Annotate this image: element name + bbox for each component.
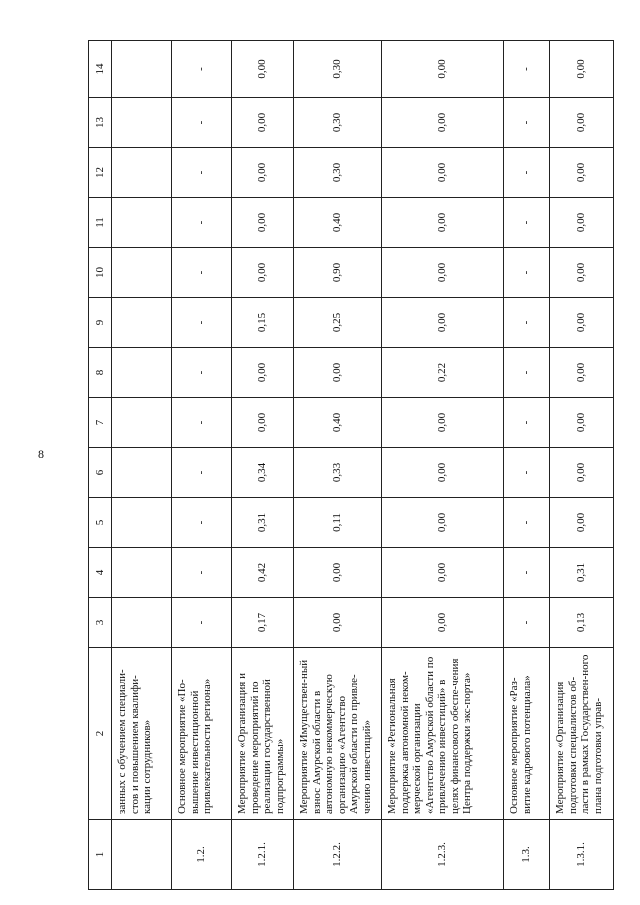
value-cell: 0,00 xyxy=(232,98,294,148)
header-cell: 10 xyxy=(89,248,112,298)
value-cell: 0,00 xyxy=(382,148,504,198)
value-cell: 0,22 xyxy=(382,348,504,398)
value-cell: - xyxy=(504,598,550,648)
value-cell: 0,00 xyxy=(550,398,614,448)
value-cell xyxy=(112,598,172,648)
value-cell xyxy=(112,248,172,298)
value-cell xyxy=(112,398,172,448)
header-cell: 5 xyxy=(89,498,112,548)
value-cell: - xyxy=(172,448,232,498)
value-cell: 0,00 xyxy=(382,298,504,348)
table-row xyxy=(294,41,382,890)
value-cell: 0,00 xyxy=(382,41,504,98)
value-cell xyxy=(112,148,172,198)
value-cell: 0,00 xyxy=(550,248,614,298)
value-cell: 0,25 xyxy=(294,298,382,348)
value-cell xyxy=(112,448,172,498)
value-cell: - xyxy=(172,498,232,548)
value-cell: 0,00 xyxy=(550,198,614,248)
value-cell: - xyxy=(172,398,232,448)
value-cell: 0,30 xyxy=(294,98,382,148)
value-cell: 0,00 xyxy=(382,248,504,298)
header-cell: 8 xyxy=(89,348,112,398)
header-cell: 9 xyxy=(89,298,112,348)
table-row xyxy=(232,41,294,890)
value-cell: 0,00 xyxy=(294,598,382,648)
value-cell: 0,00 xyxy=(550,98,614,148)
table-row xyxy=(112,41,172,890)
value-cell: 0,00 xyxy=(294,548,382,598)
value-cell: 0,31 xyxy=(550,548,614,598)
value-cell: - xyxy=(504,198,550,248)
value-cell: - xyxy=(172,298,232,348)
value-cell: - xyxy=(504,148,550,198)
value-cell: 0,00 xyxy=(550,148,614,198)
row-name: Мероприятие «Региональная поддержка автономной неком-мерческой организации «Агентство Амурской области по привлечению инвестиций» в целях финансового обеспе-чения Центра поддержки экс-порта» xyxy=(382,648,504,820)
header-cell: 4 xyxy=(89,548,112,598)
row-code: 1.2.3. xyxy=(382,820,504,890)
row-code: 1.2.2. xyxy=(294,820,382,890)
value-cell: 0,00 xyxy=(232,348,294,398)
value-cell xyxy=(112,498,172,548)
header-cell: 11 xyxy=(89,198,112,248)
value-cell: - xyxy=(172,41,232,98)
row-name: Основное мероприятие «По-вышение инвестиционной привлекательности региона» xyxy=(172,648,232,820)
value-cell: - xyxy=(172,198,232,248)
value-cell xyxy=(112,198,172,248)
row-code: 1.3. xyxy=(504,820,550,890)
value-cell: 0,00 xyxy=(382,598,504,648)
value-cell: 0,00 xyxy=(550,498,614,548)
value-cell: 0,00 xyxy=(232,148,294,198)
value-cell: - xyxy=(172,348,232,398)
value-cell xyxy=(112,98,172,148)
row-name: Мероприятие «Организация подготовки специалистов об-ласти в рамках Государствен-ного плана подготовки управ- xyxy=(550,648,614,820)
table-row xyxy=(172,41,232,890)
value-cell: - xyxy=(172,248,232,298)
value-cell: 0,00 xyxy=(382,198,504,248)
value-cell: - xyxy=(504,41,550,98)
value-cell: - xyxy=(504,448,550,498)
value-cell: 0,00 xyxy=(382,548,504,598)
header-cell: 7 xyxy=(89,398,112,448)
value-cell: - xyxy=(504,298,550,348)
value-cell: 0,00 xyxy=(550,41,614,98)
header-cell: 12 xyxy=(89,148,112,198)
value-cell: - xyxy=(172,548,232,598)
value-cell: 0,31 xyxy=(232,498,294,548)
value-cell: 0,40 xyxy=(294,398,382,448)
value-cell: 0,30 xyxy=(294,148,382,198)
value-cell: - xyxy=(172,598,232,648)
row-name: занных с обучением специали-стов и повышением квалифи-кации сотрудников» xyxy=(112,648,172,820)
value-cell: 0,34 xyxy=(232,448,294,498)
value-cell: - xyxy=(504,498,550,548)
header-cell: 14 xyxy=(89,41,112,98)
value-cell: - xyxy=(504,98,550,148)
value-cell: 0,00 xyxy=(550,448,614,498)
value-cell: 0,00 xyxy=(294,348,382,398)
value-cell: 0,13 xyxy=(550,598,614,648)
row-name: Мероприятие «Организация и проведение мероприятий по реализации государственной подпрограммы» xyxy=(232,648,294,820)
value-cell: 0,00 xyxy=(232,41,294,98)
value-cell: - xyxy=(172,148,232,198)
value-cell xyxy=(112,548,172,598)
value-cell: 0,30 xyxy=(294,41,382,98)
table-row xyxy=(504,41,550,890)
header-cell: 1 xyxy=(89,820,112,890)
rotated-table-container xyxy=(88,41,610,890)
value-cell: 0,42 xyxy=(232,548,294,598)
row-code: 1.3.1. xyxy=(550,820,614,890)
value-cell: 0,15 xyxy=(232,298,294,348)
table-row xyxy=(382,41,504,890)
value-cell xyxy=(112,348,172,398)
header-cell: 6 xyxy=(89,448,112,498)
header-row xyxy=(89,41,112,890)
value-cell: 0,33 xyxy=(294,448,382,498)
value-cell: 0,00 xyxy=(382,448,504,498)
value-cell: 0,40 xyxy=(294,198,382,248)
value-cell: 0,11 xyxy=(294,498,382,548)
data-table xyxy=(88,40,614,890)
header-cell: 3 xyxy=(89,598,112,648)
value-cell: 0,00 xyxy=(550,348,614,398)
row-name: Основное мероприятие «Раз-витие кадрового потенциала» xyxy=(504,648,550,820)
value-cell: 0,00 xyxy=(382,98,504,148)
header-cell: 2 xyxy=(89,648,112,820)
value-cell: - xyxy=(504,398,550,448)
header-cell: 13 xyxy=(89,98,112,148)
value-cell: 0,00 xyxy=(550,298,614,348)
value-cell xyxy=(112,41,172,98)
value-cell: 0,00 xyxy=(232,248,294,298)
value-cell: - xyxy=(504,348,550,398)
value-cell: - xyxy=(504,248,550,298)
row-code xyxy=(112,820,172,890)
value-cell: 0,00 xyxy=(232,398,294,448)
value-cell: 0,00 xyxy=(382,498,504,548)
page-number: 8 xyxy=(38,447,44,461)
value-cell: - xyxy=(504,548,550,598)
table-row xyxy=(550,41,614,890)
value-cell: 0,00 xyxy=(232,198,294,248)
row-code: 1.2. xyxy=(172,820,232,890)
row-code: 1.2.1. xyxy=(232,820,294,890)
value-cell: 0,90 xyxy=(294,248,382,298)
row-name: Мероприятие «Имуществен-ный взнос Амурской области в автономную некоммерческую организацию «Агентство Амурской области по привле-чению инвестиций» xyxy=(294,648,382,820)
value-cell xyxy=(112,298,172,348)
value-cell: - xyxy=(172,98,232,148)
value-cell: 0,00 xyxy=(382,398,504,448)
value-cell: 0,17 xyxy=(232,598,294,648)
